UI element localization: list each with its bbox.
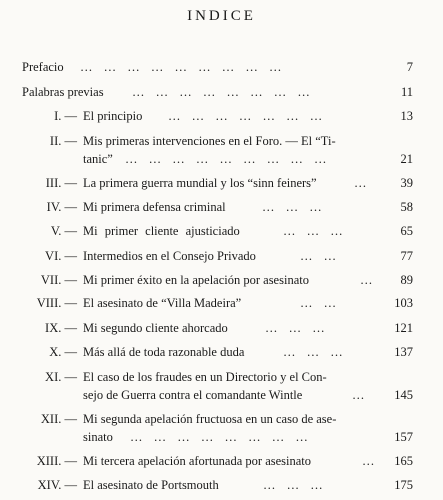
toc-entry (0, 198, 443, 216)
leader-dots: … … … … … … … … (130, 430, 312, 444)
entry-title: El asesinato de Portsmouth (83, 478, 219, 492)
page-title: INDICE (187, 8, 256, 24)
entry-title: Más allá de toda razonable duda (83, 345, 245, 359)
chapter-number: V. — (50, 224, 77, 238)
entry-title: Palabras previas (22, 85, 104, 99)
entry-title: Mi tercera apelación afortunada por asesinato (83, 454, 312, 468)
chapter-number: XII. — (40, 412, 77, 426)
chapter-number: XIV. — (37, 478, 77, 492)
entry-title: El principio (83, 109, 143, 123)
toc-entry (0, 222, 443, 240)
entry-title: Mi primer cliente ajusticiado (83, 224, 240, 238)
chapter-number: VI. — (45, 249, 77, 263)
toc-entry (0, 343, 443, 361)
page-number: 157 (394, 430, 413, 444)
leader-dots: … … (300, 296, 341, 310)
leader-dots: … … … … … … … … … (125, 152, 331, 166)
chapter-number: II. — (49, 134, 77, 148)
leader-dots: … (362, 454, 379, 468)
page-number: 58 (400, 200, 413, 214)
entry-title: Mi primer éxito en la apelación por asesinato (83, 273, 309, 287)
toc-entry-continuation (0, 428, 443, 446)
leader-dots: … … … … … … … … (132, 85, 314, 99)
chapter-number: VIII. — (36, 296, 77, 310)
page-number: 89 (400, 273, 413, 287)
leader-dots: … (352, 388, 369, 402)
page-number: 77 (400, 249, 413, 263)
toc-entry (0, 271, 443, 289)
entry-title: Prefacio (22, 60, 64, 74)
entry-title-line-1: Mi segunda apelación fructuosa en un caso de ase- (83, 412, 337, 426)
page-number: 13 (400, 109, 413, 123)
leader-dots: … … … … … … … … … (80, 60, 286, 74)
toc-entry (0, 58, 443, 76)
entry-title-line-1: El caso de los fraudes en un Directorio y el Con- (83, 370, 327, 384)
entry-title-line-2: tanic” (83, 152, 113, 166)
page-number: 121 (394, 321, 413, 335)
toc-entry (0, 83, 443, 101)
leader-dots: … … … (283, 345, 347, 359)
leader-dots: … … … (262, 200, 326, 214)
leader-dots: … … … (283, 224, 347, 238)
chapter-number: IV. — (46, 200, 77, 214)
entry-title-line-1: Mis primeras intervenciones en el Foro. — El “Ti- (83, 134, 336, 148)
page-number: 65 (400, 224, 413, 238)
chapter-number: IX. — (45, 321, 77, 335)
toc-entry (0, 247, 443, 265)
page-number: 21 (400, 152, 413, 166)
toc-entry (0, 452, 443, 470)
leader-dots: … … … … … … … (168, 109, 327, 123)
page-number: 7 (406, 60, 413, 74)
entry-title-line-2: sinato (83, 430, 113, 444)
chapter-number: X. — (49, 345, 77, 359)
leader-dots: … … (300, 249, 341, 263)
toc-entry (0, 368, 443, 386)
entry-title-line-2: sejo de Guerra contra el comandante Wintle (83, 388, 303, 402)
page-number: 137 (394, 345, 413, 359)
leader-dots: … … … (263, 478, 327, 492)
toc-entry (0, 319, 443, 337)
chapter-number: XI. — (45, 370, 77, 384)
toc-entry-continuation (0, 386, 443, 404)
toc-entry (0, 410, 443, 428)
leader-dots: … (354, 176, 371, 190)
entry-title: Mi primera defensa criminal (83, 200, 226, 214)
page-number: 39 (400, 176, 413, 190)
entry-title: La primera guerra mundial y los “sinn feiners” (83, 176, 317, 190)
chapter-number: XIII. — (36, 454, 77, 468)
chapter-number: III. — (45, 176, 77, 190)
entry-title: Mi segundo cliente ahorcado (83, 321, 228, 335)
leader-dots: … (360, 273, 377, 287)
toc-entry (0, 294, 443, 312)
entry-title: Intermedios en el Consejo Privado (83, 249, 256, 263)
page-number: 145 (394, 388, 413, 402)
toc-entry (0, 476, 443, 494)
chapter-number: VII. — (40, 273, 77, 287)
page-number: 11 (400, 85, 413, 99)
page-number: 103 (394, 296, 413, 310)
toc-entry (0, 132, 443, 150)
leader-dots: … … … (265, 321, 329, 335)
chapter-number: I. — (54, 109, 77, 123)
page-number: 165 (394, 454, 413, 468)
entry-title: El asesinato de “Villa Madeira” (83, 296, 242, 310)
toc-entry (0, 174, 443, 192)
page-number: 175 (394, 478, 413, 492)
toc-entry (0, 107, 443, 125)
toc-entry-continuation (0, 150, 443, 168)
